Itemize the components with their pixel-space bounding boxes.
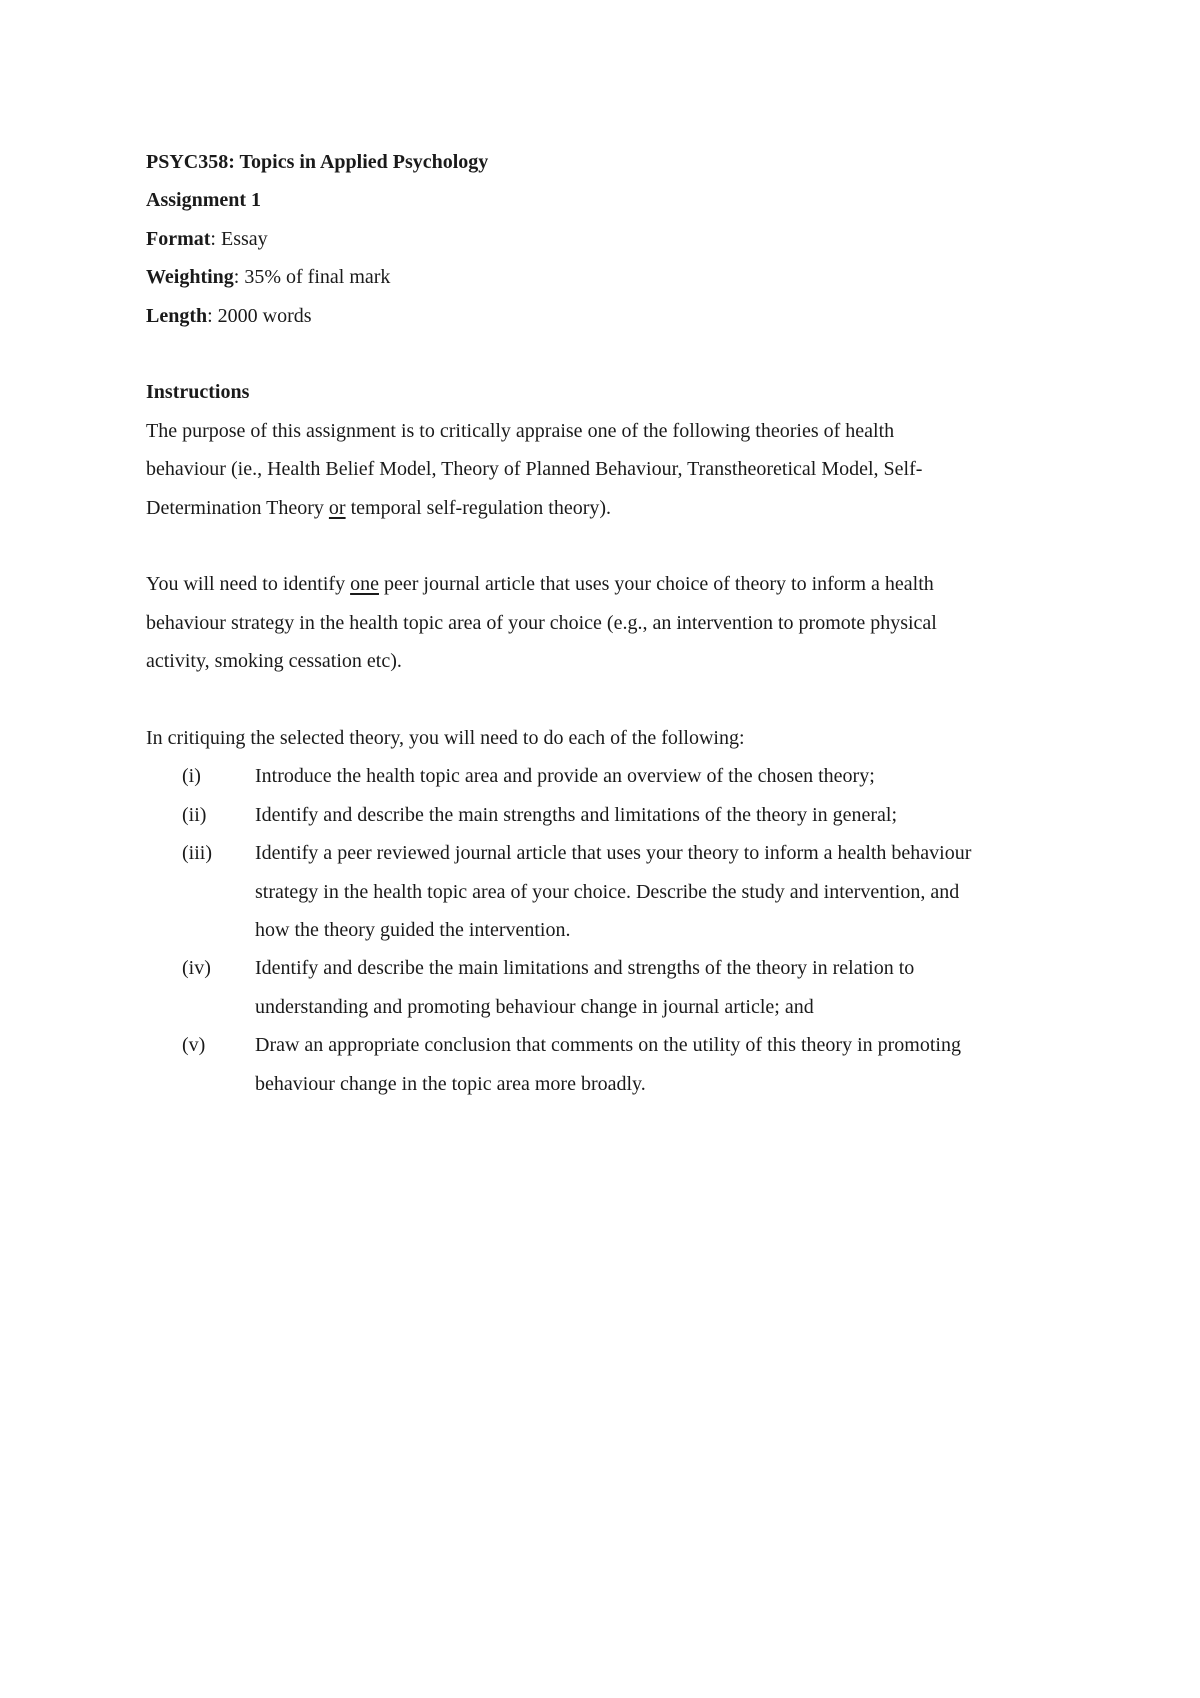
weighting-line bbox=[146, 258, 1066, 296]
document-body bbox=[146, 143, 1066, 1103]
list-line: strategy in the health topic area of your choice. Describe the study and intervention, and bbox=[255, 880, 960, 903]
paragraph-line: The purpose of this assignment is to critically appraise one of the following theories of health bbox=[146, 419, 895, 442]
underlined-one: one bbox=[350, 573, 379, 596]
length-label: Length bbox=[146, 304, 208, 327]
format-line bbox=[146, 220, 1066, 258]
list-line: understanding and promoting behaviour change in journal article; and bbox=[255, 995, 814, 1018]
format-value: : Essay bbox=[210, 227, 268, 250]
weighting-label: Weighting bbox=[146, 266, 234, 289]
paragraph-line: behaviour strategy in the health topic area of your choice (e.g., an intervention to promote physical bbox=[146, 611, 937, 634]
list-item bbox=[146, 834, 1066, 949]
paragraph-line: You will need to identify one peer journal article that uses your choice of theory to inform a health bbox=[146, 573, 934, 596]
list-line: Introduce the health topic area and provide an overview of the chosen theory; bbox=[255, 765, 875, 788]
list-number: (iii) bbox=[182, 842, 212, 865]
list-number: (i) bbox=[182, 765, 201, 788]
list-line: Identify and describe the main limitations and strengths of the theory in relation to bbox=[255, 957, 915, 980]
purpose-paragraph bbox=[146, 412, 1066, 527]
instructions-heading: Instructions bbox=[146, 381, 250, 404]
list-line: Identify a peer reviewed journal article that uses your theory to inform a health behaviour bbox=[255, 842, 972, 865]
assignment-title: Assignment 1 bbox=[146, 189, 262, 212]
paragraph-line: Determination Theory or temporal self-regulation theory). bbox=[146, 496, 612, 519]
weighting-value: : 35% of final mark bbox=[233, 266, 391, 289]
list-line: Identify and describe the main strengths and limitations of the theory in general; bbox=[255, 803, 898, 826]
length-line bbox=[146, 297, 1066, 335]
critique-intro: In critiquing the selected theory, you will need to do each of the following: bbox=[146, 727, 745, 750]
list-number: (ii) bbox=[182, 803, 207, 826]
paragraph-line: behaviour (ie., Health Belief Model, Theory of Planned Behaviour, Transtheoretical Model, Self- bbox=[146, 458, 923, 481]
requirements-list bbox=[146, 757, 1066, 1103]
list-line: how the theory guided the intervention. bbox=[255, 919, 571, 942]
format-label: Format bbox=[146, 227, 211, 250]
underlined-or: or bbox=[328, 496, 346, 519]
article-paragraph bbox=[146, 565, 1066, 680]
list-line: Draw an appropriate conclusion that comments on the utility of this theory in promoting bbox=[255, 1034, 961, 1057]
list-item bbox=[146, 949, 1066, 1026]
list-item bbox=[146, 796, 1066, 834]
list-item bbox=[146, 1026, 1066, 1103]
course-title: PSYC358: Topics in Applied Psychology bbox=[146, 151, 489, 173]
list-item bbox=[146, 757, 1066, 795]
paragraph-line: activity, smoking cessation etc). bbox=[146, 650, 402, 673]
list-number: (iv) bbox=[182, 957, 211, 980]
list-line: behaviour change in the topic area more broadly. bbox=[255, 1072, 646, 1095]
list-number: (v) bbox=[182, 1034, 206, 1057]
length-value: : 2000 words bbox=[207, 304, 312, 327]
